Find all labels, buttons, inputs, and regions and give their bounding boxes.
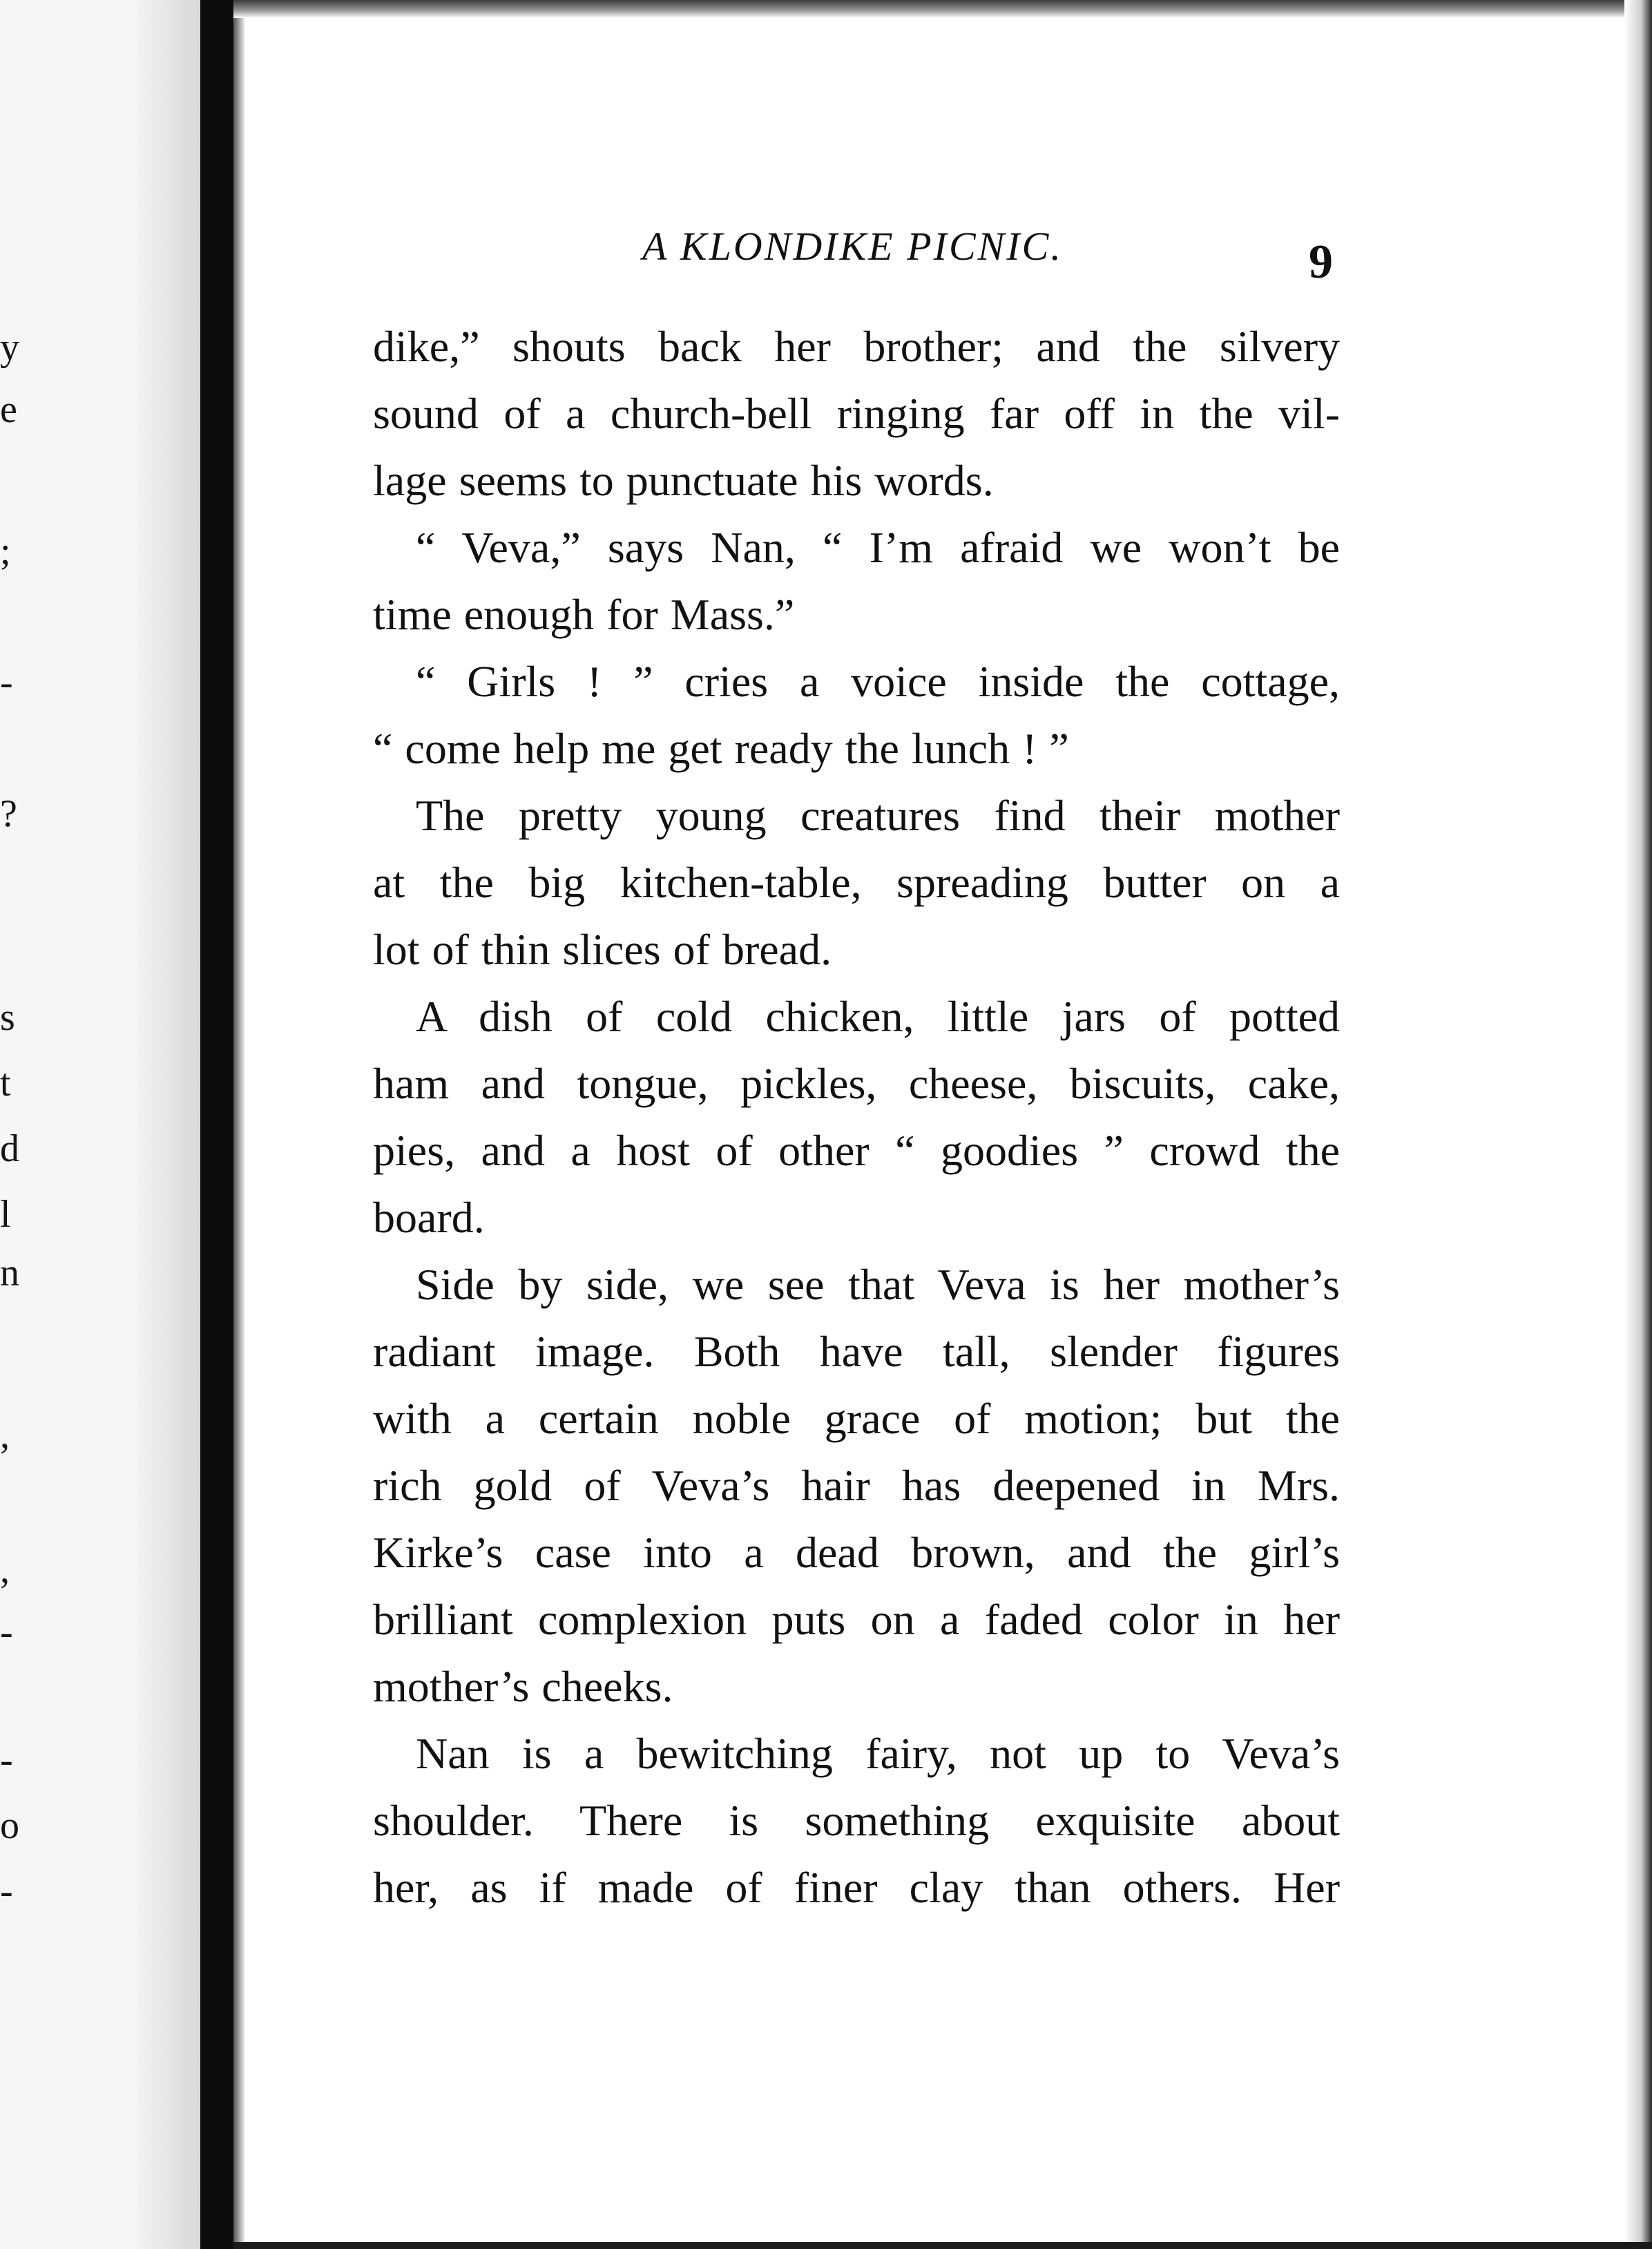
facing-page-fragment: y bbox=[0, 326, 19, 369]
text-line: mother’s cheeks. bbox=[373, 1662, 673, 1711]
page-bottom-edge bbox=[233, 2242, 1652, 2249]
page-top-edge bbox=[233, 0, 1652, 18]
text-line: lage seems to punctuate his words. bbox=[373, 456, 994, 505]
facing-page-fragment: t bbox=[0, 1062, 11, 1104]
gutter-shadow bbox=[138, 0, 200, 2249]
page-right-edge bbox=[1624, 0, 1652, 2249]
text-line: her, as if made of finer clay than others. Her bbox=[373, 1863, 1340, 1912]
text-line: with a certain noble grace of motion; but the bbox=[373, 1394, 1340, 1443]
facing-page-fragment: , bbox=[0, 1549, 10, 1591]
text-line: dike,” shouts back her brother; and the silvery bbox=[373, 322, 1340, 371]
body-text bbox=[373, 313, 1340, 1921]
facing-page-fragment: ; bbox=[0, 530, 11, 573]
facing-page-fragment: o bbox=[0, 1804, 19, 1847]
facing-page-fragment: ? bbox=[0, 792, 17, 835]
text-line: “ Veva,” says Nan, “ I’m afraid we won’t be bbox=[416, 523, 1340, 572]
facing-page-fragment: n bbox=[0, 1252, 19, 1294]
facing-page-fragment: e bbox=[0, 388, 17, 431]
text-line: Side by side, we see that Veva is her mother’s bbox=[416, 1260, 1340, 1309]
binding-shadow bbox=[233, 0, 244, 2249]
facing-page-fragment: - bbox=[0, 661, 13, 704]
text-line: The pretty young creatures find their mother bbox=[416, 791, 1340, 840]
text-line: rich gold of Veva’s hair has deepened in Mrs. bbox=[373, 1461, 1340, 1510]
text-line: ham and tongue, pickles, cheese, biscuits, cake, bbox=[373, 1059, 1340, 1108]
facing-page-fragment: s bbox=[0, 996, 15, 1039]
text-line: radiant image. Both have tall, slender figures bbox=[373, 1327, 1340, 1376]
text-line: A dish of cold chicken, little jars of potted bbox=[416, 992, 1340, 1041]
text-line: lot of thin slices of bread. bbox=[373, 925, 832, 974]
text-line: at the big kitchen-table, spreading butter on a bbox=[373, 858, 1340, 907]
text-line: time enough for Mass.” bbox=[373, 590, 795, 639]
text-line: brilliant complexion puts on a faded color in her bbox=[373, 1595, 1340, 1644]
page-number: 9 bbox=[1309, 236, 1333, 289]
running-header: A KLONDIKE PICNIC. bbox=[642, 224, 1063, 269]
facing-page-fragment: - bbox=[0, 1611, 13, 1654]
book-binding-edge bbox=[200, 0, 233, 2249]
facing-page-fragment: l bbox=[0, 1193, 11, 1236]
text-line: “ Girls ! ” cries a voice inside the cottage, bbox=[416, 657, 1340, 706]
facing-page-fragment: - bbox=[0, 1739, 13, 1781]
text-line: Kirke’s case into a dead brown, and the girl’s bbox=[373, 1528, 1340, 1577]
text-line: Nan is a bewitching fairy, not up to Veva’s bbox=[416, 1729, 1340, 1778]
facing-page-fragment: - bbox=[0, 1870, 13, 1913]
text-line: pies, and a host of other “ goodies ” crowd the bbox=[373, 1126, 1340, 1175]
text-line: sound of a church-bell ringing far off in the vil- bbox=[373, 389, 1340, 438]
facing-page-fragment: d bbox=[0, 1127, 19, 1170]
facing-page-edge bbox=[0, 0, 200, 2249]
text-line: board. bbox=[373, 1193, 485, 1242]
text-line: “ come help me get ready the lunch ! ” bbox=[373, 724, 1069, 773]
text-line: shoulder. There is something exquisite about bbox=[373, 1796, 1340, 1845]
facing-page-fragment: , bbox=[0, 1414, 10, 1457]
